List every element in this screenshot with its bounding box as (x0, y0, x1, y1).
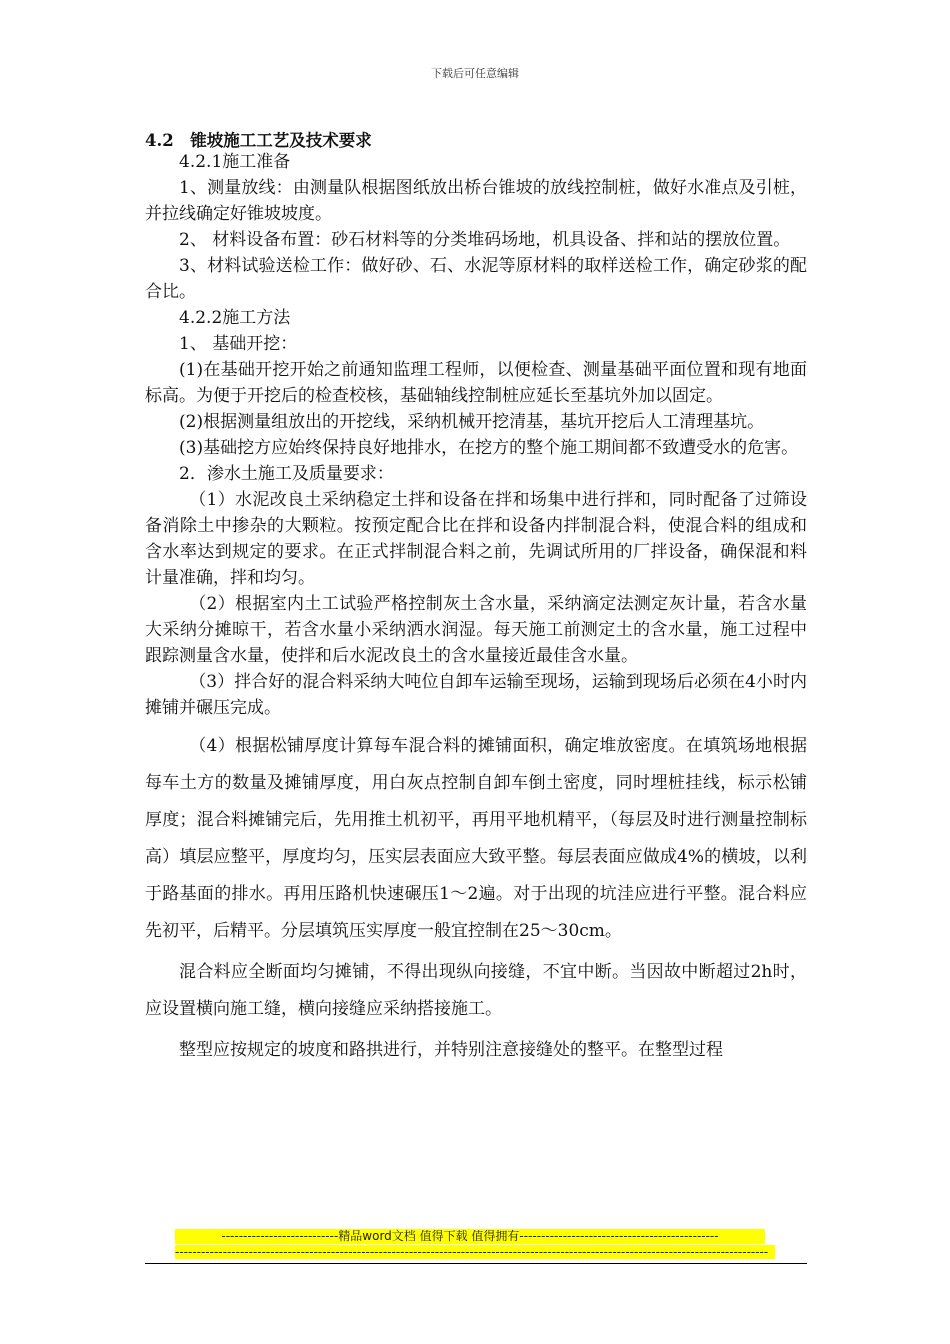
paragraph: (3)基础挖方应始终保持良好地排水，在挖方的整个施工期间都不致遭受水的危害。 (179, 438, 799, 458)
paragraph: 2、 材料设备布置：砂石材料等的分类堆码场地，机具设备、拌和站的摆放位置。 (179, 230, 791, 250)
header-note: 下载后可任意编辑 (431, 67, 519, 80)
paragraph: 3、材料试验送检工作：做好砂、石、水泥等原材料的取样送检工作，确定砂浆的配合比。 (145, 256, 807, 302)
footer-dashes: ----------------------------------------------------------------------------------------------------------------------------------------- (175, 1245, 775, 1259)
paragraph: 1、 基础开挖： (179, 334, 298, 354)
paragraph: （2）根据室内土工试验严格控制灰土含水量，采纳滴定法测定灰计量，若含水量大采纳分摊晾干，若含水量小采纳洒水润湿。每天施工前测定土的含水量，施工过程中跟踪测量含水量，使拌和后水泥改良土的含水量接近最佳含水量。 (145, 594, 807, 666)
body-text (145, 149, 807, 1069)
footer-banner: ---------------------------精品word文档 值得下载 值得拥有---------------------------------------------- (175, 1229, 765, 1244)
paragraph: （1）水泥改良土采纳稳定土拌和设备在拌和场集中进行拌和，同时配备了过筛设备消除土中掺杂的大颗粒。按预定配合比在拌和设备内拌制混合料，使混合料的组成和含水率达到规定的要求。在正式拌制混合料之前，先调试所用的厂拌设备，确保混和料计量准确，拌和均匀。 (145, 490, 807, 588)
subheading-method: 4.2.2施工方法 (179, 308, 291, 328)
subheading-preparation: 4.2.1施工准备 (179, 152, 291, 172)
paragraph: (2)根据测量组放出的开挖线，采纳机械开挖清基，基坑开挖后人工清理基坑。 (179, 412, 765, 432)
section-title: 4.2 锥坡施工工艺及技术要求 (145, 131, 372, 150)
paragraph: 整型应按规定的坡度和路拱进行，并特别注意接缝处的整平。在整型过程 (179, 1040, 723, 1060)
paragraph: （4）根据松铺厚度计算每车混合料的摊铺面积，确定堆放密度。在填筑场地根据每车土方的数量及摊铺厚度，用白灰点控制自卸车倒土密度，同时埋桩挂线，标示松铺厚度；混合料摊铺完后，先用推土机初平，再用平地机精平，（每层及时进行测量控制标高）填层应整平，厚度均匀，压实层表面应大致平整。每层表面应做成4%的横坡，以利于路基面的排水。再用压路机快速碾压1～2遍。对于出现的坑洼应进行平整。混合料应先初平，后精平。分层填筑压实厚度一般宜控制在25～30cm。 (145, 736, 807, 941)
paragraph: 2．渗水土施工及质量要求： (179, 464, 394, 484)
paragraph: (1)在基础开挖开始之前通知监理工程师，以便检查、测量基础平面位置和现有地面标高。为便于开挖后的检查校核，基础轴线控制桩应延长至基坑外加以固定。 (145, 360, 807, 406)
footer-rule (145, 1263, 807, 1264)
paragraph: 1、测量放线：由测量队根据图纸放出桥台锥坡的放线控制桩，做好水准点及引桩，并拉线确定好锥坡坡度。 (145, 178, 807, 224)
paragraph: 混合料应全断面均匀摊铺，不得出现纵向接缝，不宜中断。当因故中断超过2h时，应设置横向施工缝，横向接缝应采纳搭接施工。 (145, 962, 807, 1019)
paragraph: （3）拌合好的混合料采纳大吨位自卸车运输至现场，运输到现场后必须在4小时内摊铺并碾压完成。 (145, 672, 807, 718)
